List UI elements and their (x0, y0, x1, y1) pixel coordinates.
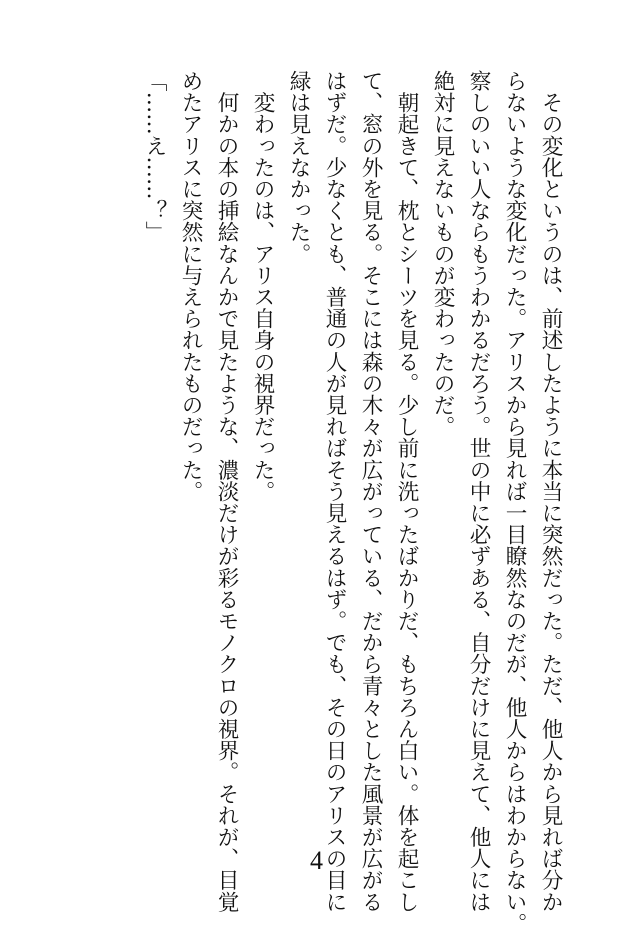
page-number: 4 (310, 846, 323, 875)
text-line-2: らないような変化だった。アリスから見れば一目瞭然なのだが、他人からはわからない。 (502, 70, 527, 934)
text-line-9: 変わったのは、アリス自身の視界だった。 (250, 70, 275, 502)
text-line-1: その変化というのは、前述したように本当に突然だった。ただ、他人から見れば分か (538, 70, 563, 913)
text-line-10: 何かの本の挿絵なんかで見たような、濃淡だけが彩るモノクロの視界。それが、目覚 (214, 70, 239, 913)
text-line-5: 朝起きて、枕とシーツを見る。少し前に洗ったばかりだ、もちろん白い。体を起こし (394, 70, 419, 913)
text-line-8: 緑は見えなかった。 (286, 70, 311, 265)
text-line-6: て、窓の外を見る。そこには森の木々が広がっている、だから青々とした風景が広がる (358, 70, 383, 913)
text-line-4: 絶対に見えないものが変わったのだ。 (430, 70, 455, 438)
text-line-11: めたアリスに突然に与えられたものだった。 (178, 70, 203, 502)
text-line-3: 察しのいい人ならもうわかるだろう。世の中に必ずある、自分だけに見えて、他人には (466, 70, 491, 913)
text-line-12: 「……え……？」 (142, 70, 167, 243)
text-line-7: はずだ。少なくとも、普通の人が見ればそう見えるはず。でも、その日のアリスの目に (322, 70, 347, 913)
